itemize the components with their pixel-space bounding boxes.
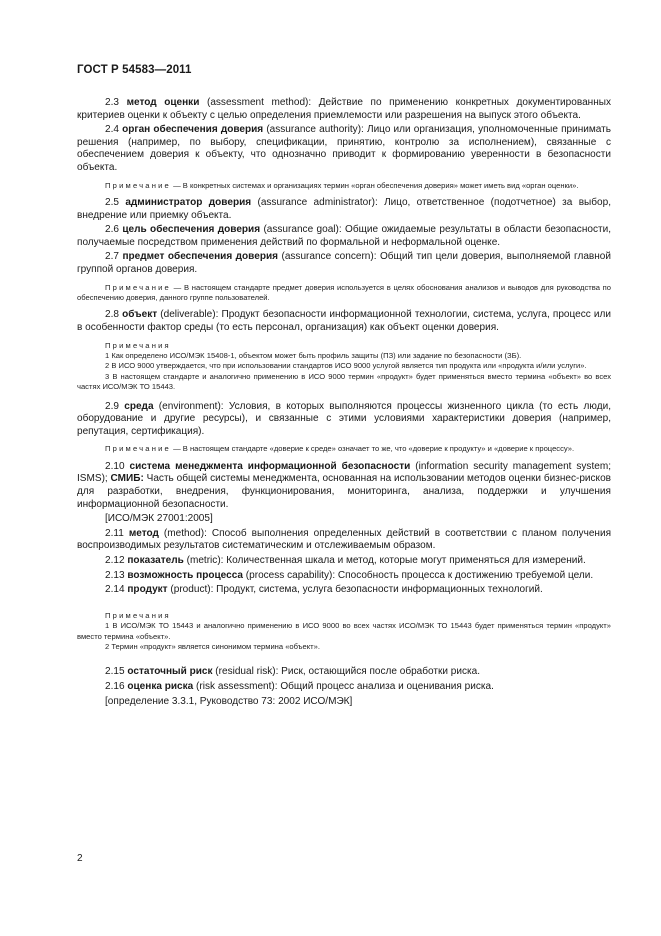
term-entry-2-5 bbox=[77, 197, 611, 222]
term-definition: (assurance authority): Лицо или организация, уполномоченные принимать решения (например, по выбору, спецификации, принятию, контролю за исполнением), связанные с обеспечением доверия к объекту, что однозначно приводит к формированию уверенности в безопасности объекта. bbox=[77, 124, 611, 173]
term-definition: (assessment method): Действие по применению конкретных документированных критериев оценки к объекту с целью определения приемлемости или разрешения на выпуск этого объекта. bbox=[77, 97, 611, 121]
term-entry-2-10 bbox=[77, 461, 611, 511]
term-definition: (assurance concern): Общий тип цели доверия, выполняемой главной группой органов доверия. bbox=[77, 251, 611, 275]
term-entry-2-4 bbox=[77, 124, 611, 174]
term-number: 2.15 bbox=[105, 666, 125, 678]
term-number: 2.4 bbox=[105, 124, 119, 136]
term-name: объект bbox=[122, 309, 158, 321]
term-definition: (assurance administrator): Лицо, ответственное (подотчетное) за выбор, внедрение или приемку объекта. bbox=[77, 196, 611, 221]
note-heading: Примечание bbox=[105, 444, 171, 454]
note-text: — В настоящем стандарте предмет доверия используется в целях обоснования анализов и выводов для руководства по обеспечению доверия, данного группе пользователей. bbox=[77, 282, 611, 302]
term-name: возможность процесса bbox=[127, 569, 243, 581]
term-entry-2-11 bbox=[77, 528, 611, 553]
term-name: орган обеспечения доверия bbox=[122, 124, 264, 136]
term-entry-2-16 bbox=[77, 681, 611, 694]
term-name: предмет обеспечения доверия bbox=[122, 251, 278, 263]
term-entry-2-14 bbox=[77, 584, 611, 597]
term-number: 2.3 bbox=[105, 97, 119, 108]
term-name: показатель bbox=[127, 554, 184, 566]
term-number: 2.5 bbox=[105, 196, 119, 208]
term-abbreviation: СМИБ: bbox=[110, 473, 144, 485]
note-2-7 bbox=[77, 283, 611, 304]
term-number: 2.13 bbox=[105, 569, 125, 581]
document-header: ГОСТ Р 54583—2011 bbox=[77, 64, 192, 76]
note-2-4 bbox=[77, 181, 611, 191]
term-name: цель обеспечения доверия bbox=[122, 224, 261, 236]
term-name: остаточный риск bbox=[127, 666, 213, 678]
note-text: — В настоящем стандарте «доверие к среде» означает то же, что «доверие к продукту» и «доверие к процессу». bbox=[170, 444, 575, 454]
term-name: администратор доверия bbox=[125, 196, 252, 208]
term-number: 2.8 bbox=[105, 309, 119, 321]
term-number: 2.11 bbox=[105, 527, 124, 539]
term-name: метод оценки bbox=[126, 97, 200, 108]
term-reference: [определение 3.3.1, Руководство 73: 2002 ИСО/МЭК] bbox=[105, 695, 353, 707]
term-entry-2-3 bbox=[77, 97, 611, 122]
term-reference: [ИСО/МЭК 27001:2005] bbox=[105, 513, 213, 525]
term-number: 2.12 bbox=[105, 554, 125, 566]
term-definition: (environment): Условия, в которых выполняются процессы жизненного цикла (то есть люди, оборудование и другие ресурсы), и связанные с этими условиями характеристики доверия (например, репутация, сертификация). bbox=[77, 400, 611, 437]
notes-2-14 bbox=[77, 611, 611, 653]
term-name: оценка риска bbox=[127, 680, 194, 692]
term-definition: (assurance goal): Общие ожидаемые результаты в области безопасности, получаемые посредством применения действий по формальной и неформальной оценке. bbox=[77, 224, 611, 248]
notes-heading: Примечания bbox=[105, 340, 171, 350]
term-definition: (risk assessment): Общий процесс анализа и оценивания риска. bbox=[193, 680, 494, 692]
note-line: 1 Как определено ИСО/МЭК 15408-1, объектом может быть профиль защиты (ПЗ) или задание по безопасности (ЗБ). bbox=[105, 350, 522, 360]
note-line: 3 В настоящем стандарте и аналогично применению в ИСО 9000 термин «продукт» будет применяться вместо термина «объект» во всех частях ИСО/МЭК ТО 15443. bbox=[77, 371, 611, 392]
notes-heading: Примечания bbox=[105, 610, 171, 620]
term-entry-2-8 bbox=[77, 309, 611, 334]
term-name: метод bbox=[128, 527, 159, 539]
term-definition: (process capability): Способность процесса к достижению требуемой цели. bbox=[243, 569, 594, 581]
note-heading: Примечание bbox=[105, 282, 171, 292]
term-definition: (deliverable): Продукт безопасности информационной технологии, система, услуга, процесс или в особенности фактор среды (то есть персонал, организация) как объект оценки доверия. bbox=[77, 309, 611, 333]
term-number: 2.7 bbox=[105, 251, 119, 263]
note-line: 2 Термин «продукт» является синонимом термина «объект». bbox=[105, 641, 320, 651]
term-entry-2-15 bbox=[77, 666, 611, 679]
term-number: 2.9 bbox=[105, 400, 119, 412]
term-definition: (information security management system; ISMS); bbox=[77, 460, 611, 485]
terms-content bbox=[77, 97, 611, 710]
term-entry-2-13 bbox=[77, 570, 611, 583]
page-number: 2 bbox=[77, 853, 83, 864]
term-entry-2-12 bbox=[77, 555, 611, 568]
term-definition: (residual risk): Риск, остающийся после обработки риска. bbox=[212, 666, 481, 678]
term-definition-cont: Часть общей системы менеджмента, основанная на использовании методов оценки бизнес-рисков для разработки, внедрения, функционирования, мониторинга, анализа, поддержки и улучшения информационной безопасности. bbox=[77, 473, 611, 510]
term-number: 2.10 bbox=[105, 460, 125, 472]
note-line: 1 В ИСО/МЭК ТО 15443 и аналогично применению в ИСО 9000 во всех частях ИСО/МЭК ТО 15443 будет применяться термин «продукт» вместо термина «объект». bbox=[77, 621, 611, 641]
term-number: 2.14 bbox=[105, 584, 125, 596]
term-definition: (method): Способ выполнения определенных действий в соответствии с планом получения воспроизводимых результатов систематическим и отслеживаемым образом. bbox=[77, 527, 612, 552]
term-number: 2.16 bbox=[105, 680, 125, 692]
term-name: среда bbox=[124, 400, 154, 412]
note-heading: Примечание bbox=[105, 180, 171, 190]
term-entry-2-7 bbox=[77, 251, 611, 276]
term-definition: (metric): Количественная шкала и метод, которые могут применяться для измерений. bbox=[183, 554, 586, 566]
term-entry-2-9 bbox=[77, 401, 611, 439]
term-entry-2-6 bbox=[77, 224, 611, 249]
term-name: система менеджмента информационной безопасности bbox=[129, 460, 411, 472]
term-number: 2.6 bbox=[105, 224, 119, 236]
note-text: — В конкретных системах и организациях термин «орган обеспечения доверия» может иметь вид «орган оценки». bbox=[170, 180, 579, 190]
term-name: продукт bbox=[127, 584, 168, 596]
note-2-9 bbox=[77, 444, 611, 454]
term-definition: (product): Продукт, система, услуга безопасности информационных технологий. bbox=[167, 584, 543, 596]
note-line: 2 В ИСО 9000 утверждается, что при использовании стандартов ИСО 9000 услугой является тип продукта или «продукта и/или услуги». bbox=[105, 361, 587, 371]
notes-2-8 bbox=[77, 341, 611, 393]
